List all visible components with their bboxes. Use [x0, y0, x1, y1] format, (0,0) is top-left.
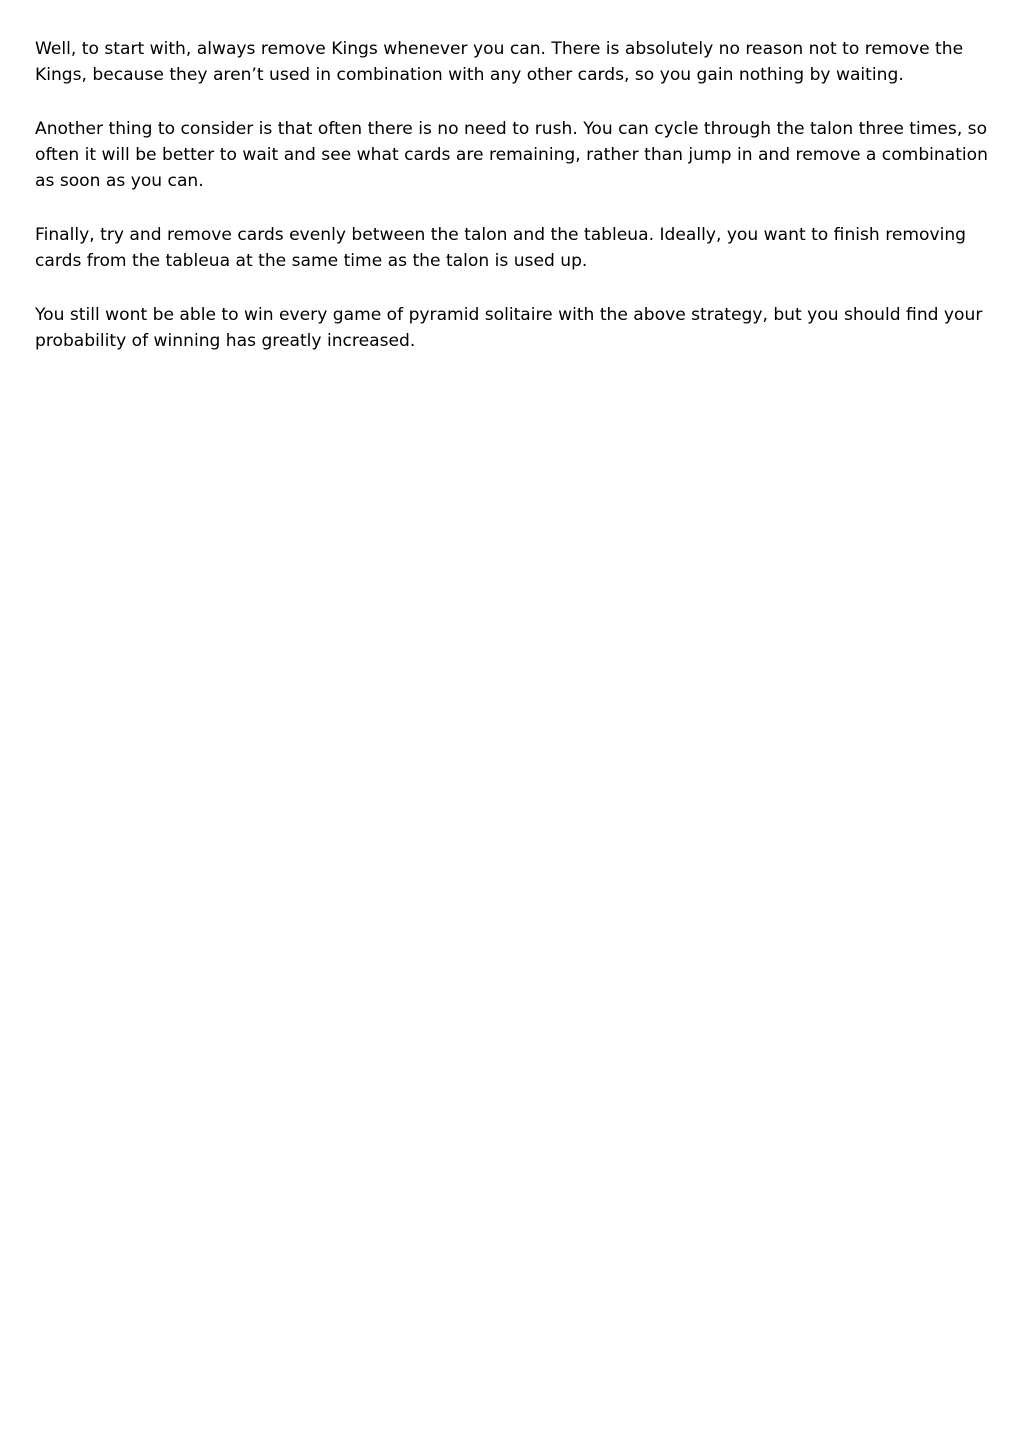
paragraph-even-removal: Finally, try and remove cards evenly between the talon and the tableua. Ideally, you want to finish removing cards from the tableua at the same time as the talon is used up. [35, 225, 967, 271]
document-body [35, 36, 995, 382]
paragraph-kings: Well, to start with, always remove Kings whenever you can. There is absolutely no reason not to remove the Kings, because they aren’t used in combination with any other cards, so you gain nothing by waiting. [35, 39, 964, 85]
paragraph-conclusion: You still wont be able to win every game of pyramid solitaire with the above strategy, but you should find your probability of winning has greatly increased. [35, 305, 983, 351]
paragraph-no-rush: Another thing to consider is that often there is no need to rush. You can cycle through the talon three times, so often it will be better to wait and see what cards are remaining, rather than jump in and remove a combination as soon as you can. [35, 119, 988, 191]
